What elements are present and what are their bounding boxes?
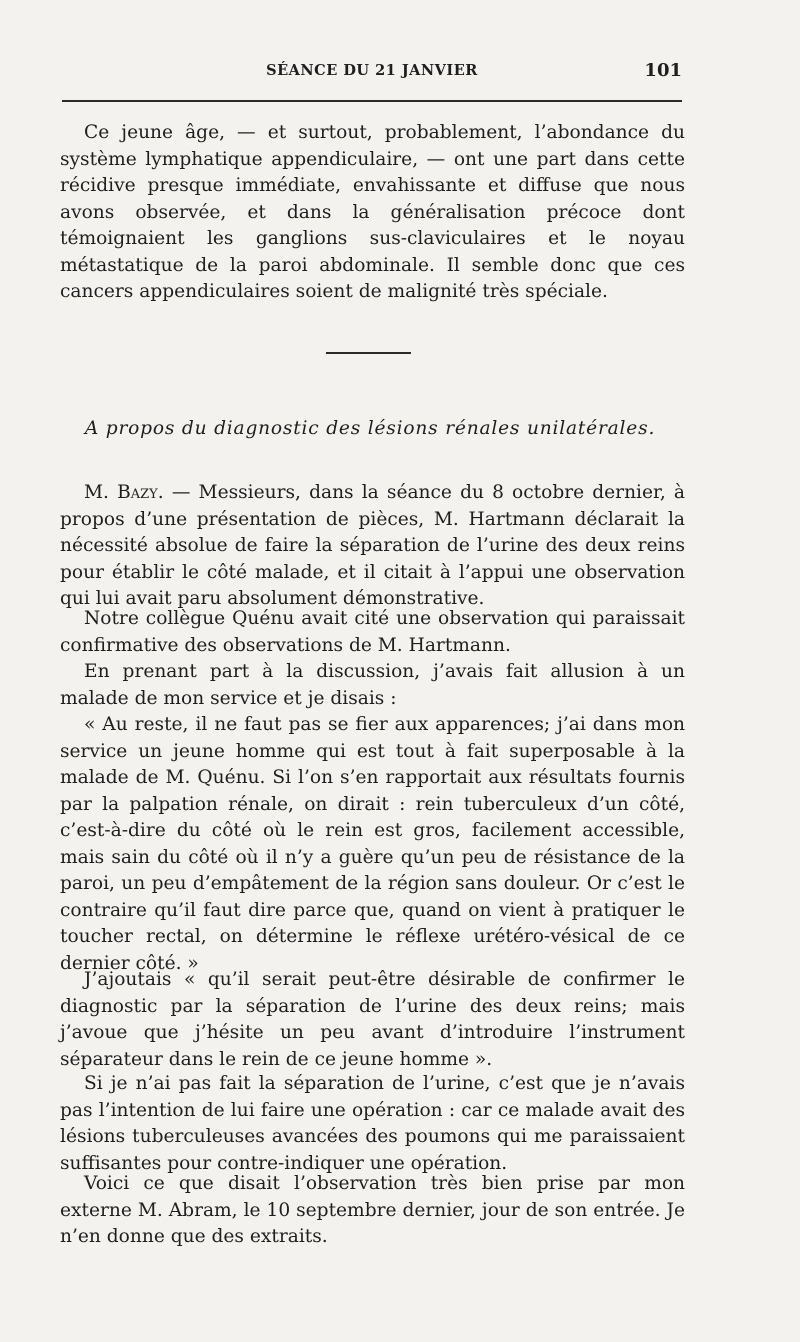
- body-paragraph-1: [60, 480, 685, 613]
- body-paragraph-6: Si je n’ai pas fait la séparation de l’urine, c’est que je n’avais pas l’intention de lui faire une opération : car ce malade avait des lésions tuberculeuses avancées des poumons qui me paraissaient suffisantes pour contre-indiquer une opération.: [60, 1073, 685, 1174]
- body-paragraph-7: Voici ce que disait l’observation très bien prise par mon externe M. Abram, le 10 septembre dernier, jour de son entrée. Je n’en donne que des extraits.: [60, 1173, 685, 1247]
- running-title: SÉANCE DU 21 JANVIER: [266, 62, 478, 79]
- quoted-paragraph: « Au reste, il ne faut pas se fier aux apparences; j’ai dans mon service un jeune homme qui est tout à fait superposable à la malade de M. Quénu. Si l’on s’en rapportait aux résultats fournis par la palpation rénale, on dirait : rein tuberculeux d’un côté, c’est-à-dire du côté où le rein est gros, facilement accessible, mais sain du côté où il n’y a guère qu’un peu de résistance de la paroi, un peu d’empâtement de la région sans douleur. Or c’est le contraire qu’il faut dire parce que, quand on vient à pratiquer le toucher rectal, on détermine le réflexe urétéro-vésical de ce dernier côté. »: [60, 714, 685, 974]
- body-paragraph-5: J’ajoutais « qu’il serait peut-être désirable de confirmer le diagnostic par la séparation de l’urine des deux reins; mais j’avoue que j’hésite un peu avant d’introduire l’instrument séparateur dans le rein de ce jeune homme ».: [60, 969, 685, 1070]
- header-rule: [62, 100, 682, 102]
- section-title: A propos du diagnostic des lésions rénales unilatérales.: [84, 418, 656, 439]
- body-paragraph-2: Notre collègue Quénu avait cité une observation qui paraissait confirmative des observations de M. Hartmann.: [60, 608, 685, 656]
- body-paragraph-1-text: — Messieurs, dans la séance du 8 octobre dernier, à propos d’une présentation de pièces, M. Hartmann déclarait la nécessité absolue de faire la séparation de l’urine des deux reins pour établir le côté malade, et il citait à l’appui une observation qui lui avait paru absolument démonstrative.: [60, 482, 685, 609]
- section-divider: [326, 352, 411, 354]
- page-header: [62, 62, 682, 86]
- speaker-prefix: M.: [84, 482, 118, 503]
- intro-paragraph: Ce jeune âge, — et surtout, probablement, l’abondance du système lymphatique appendiculaire, — ont une part dans cette récidive presque immédiate, envahissante et diffuse que nous avons observée, et dans la généralisation précoce dont témoignaient les ganglions sus-claviculaires et le noyau métastatique de la paroi abdominale. Il semble donc que ces cancers appendiculaires soient de malignité très spéciale.: [60, 122, 685, 302]
- body-paragraph-3: En prenant part à la discussion, j’avais fait allusion à un malade de mon service et je disais :: [60, 661, 685, 709]
- speaker-name: Bazy.: [117, 482, 164, 503]
- page-number: 101: [644, 60, 682, 81]
